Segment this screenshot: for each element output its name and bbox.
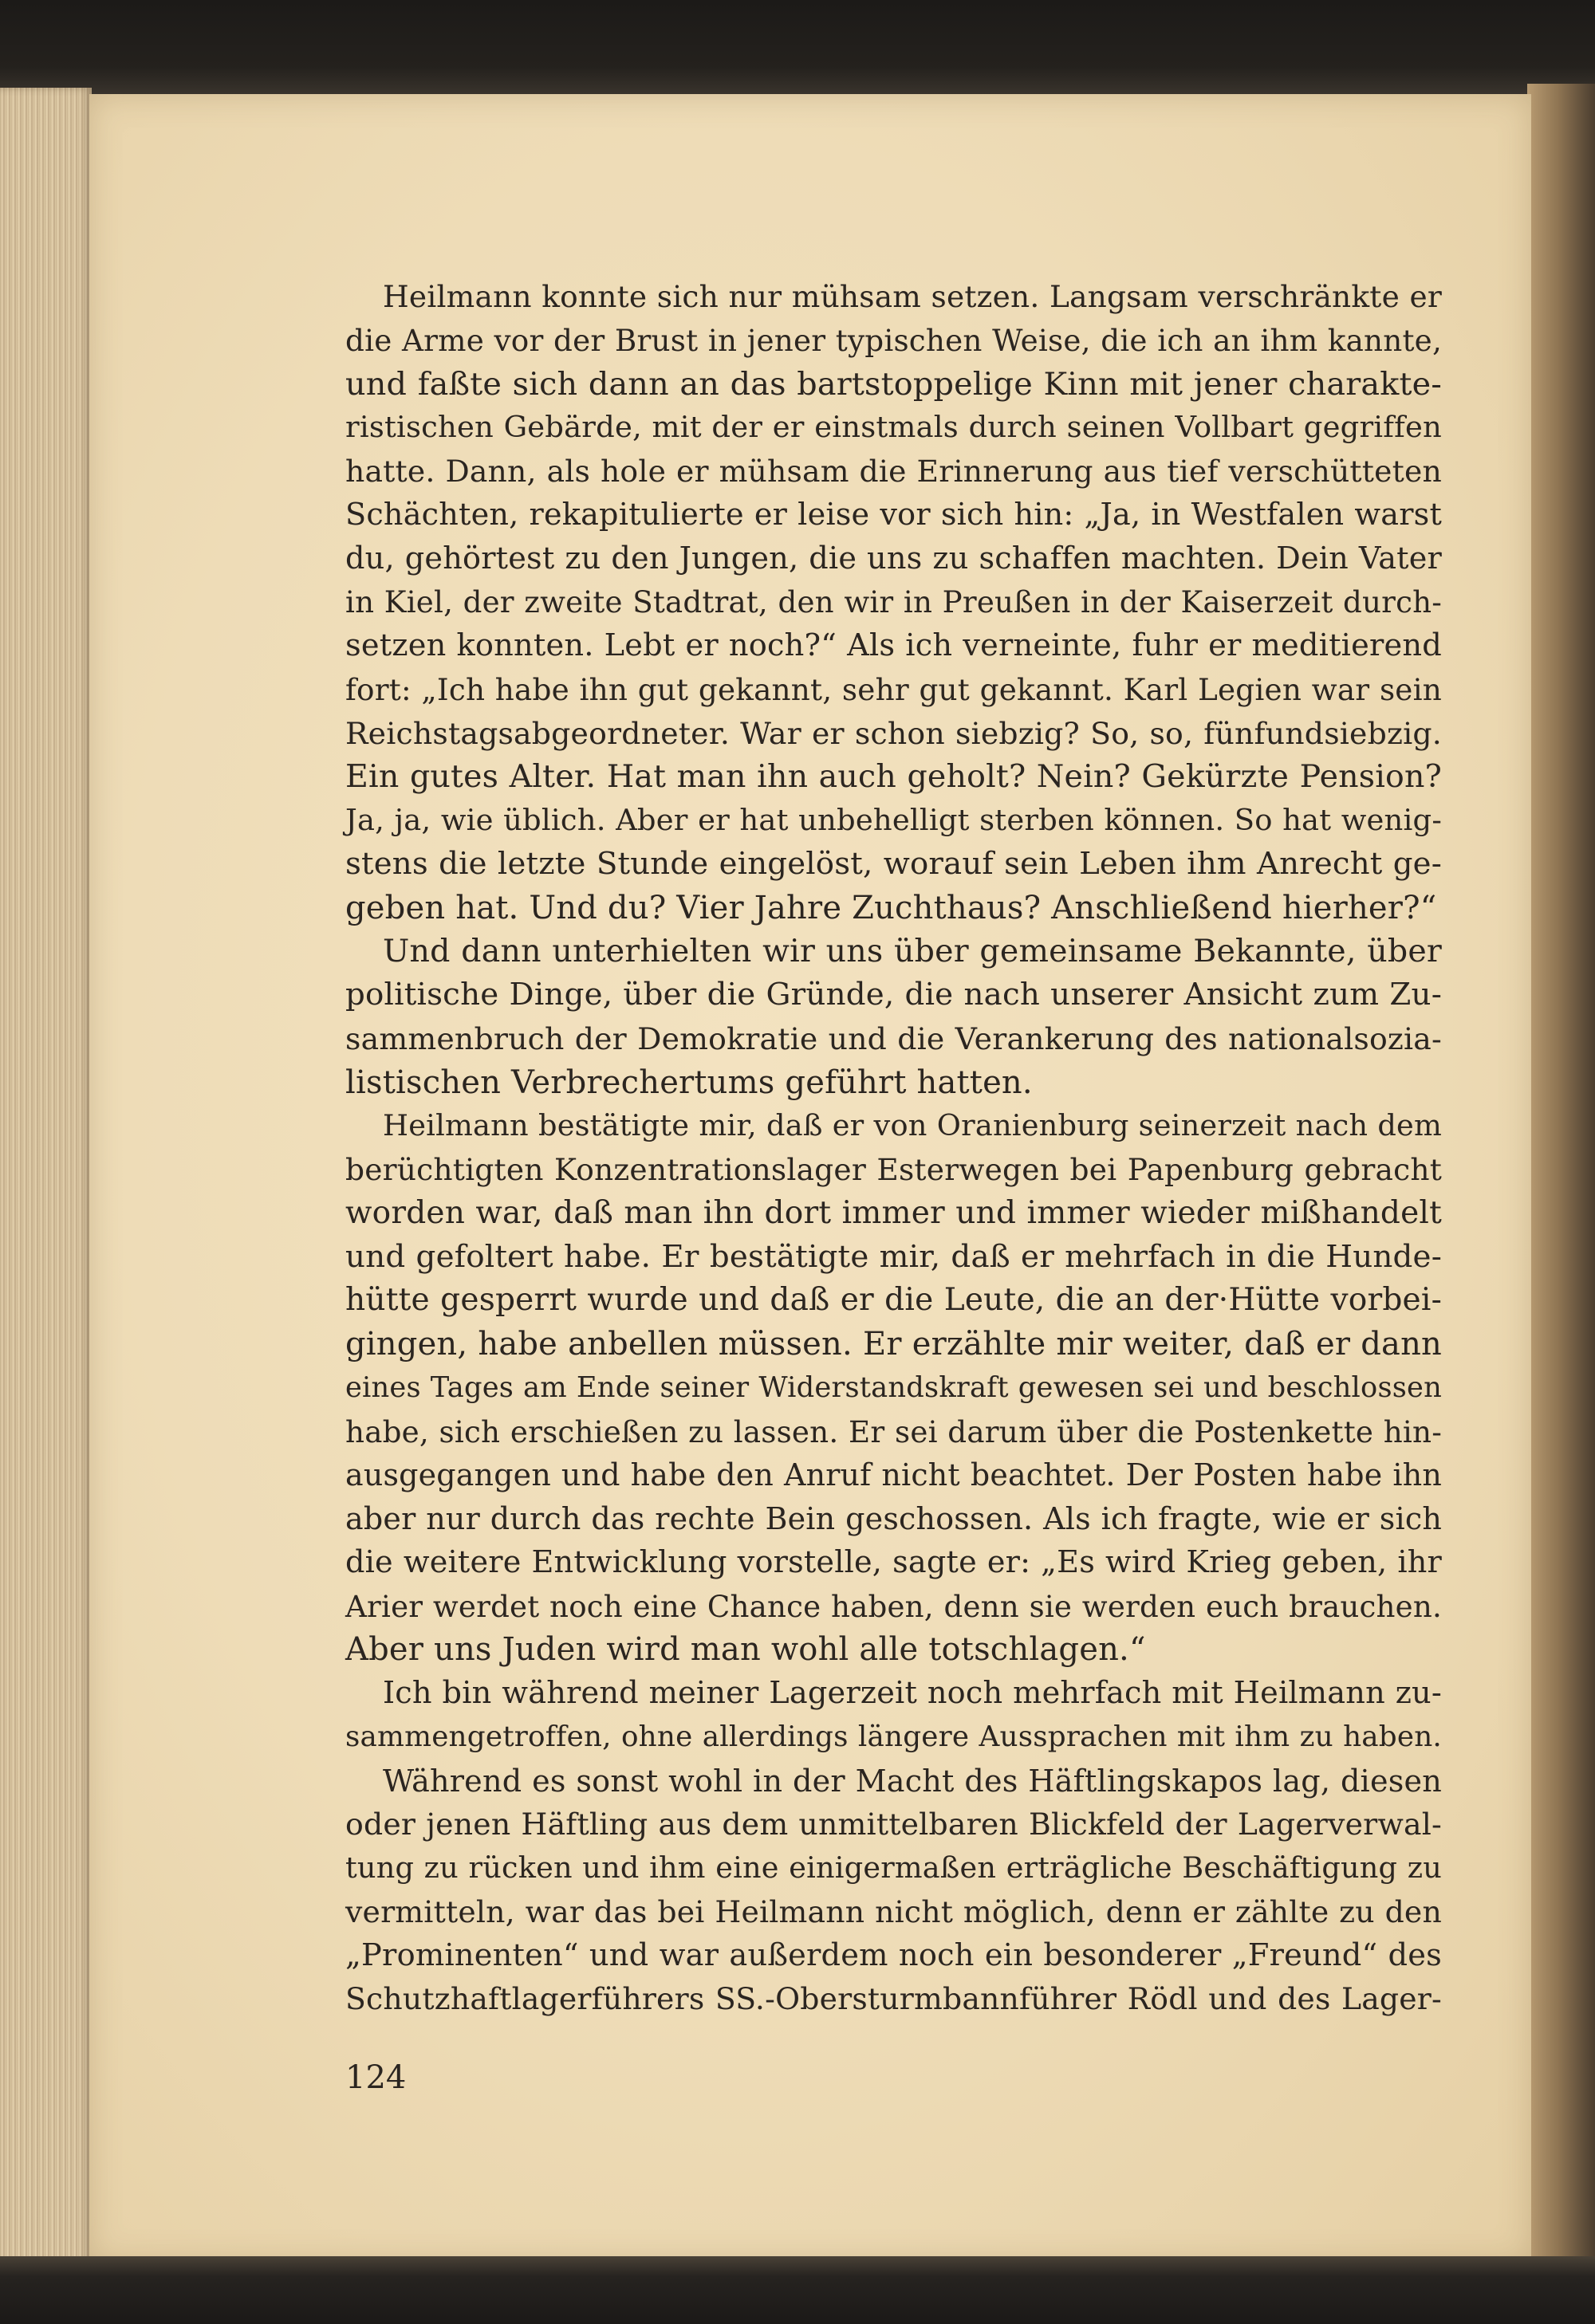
text-line: tung zu rücken und ihm eine einigermaßen erträgliche Beschäftigung zu xyxy=(345,1850,1442,1885)
text-line: geben hat. Und du? Vier Jahre Zuchthaus? Anschließend hierher?“ xyxy=(345,889,1437,926)
page-number: 124 xyxy=(345,2059,407,2096)
text-line: Ich bin während meiner Lagerzeit noch mehrfach mit Heilmann zu- xyxy=(383,1676,1442,1711)
text-line: Während es sonst wohl in der Macht des Häftlingskapos lag, diesen xyxy=(383,1763,1442,1799)
body-text xyxy=(345,275,1442,2021)
text-line: die Arme vor der Brust in jener typischen Weise, die ich an ihm kannte, xyxy=(345,322,1442,358)
text-line: listischen Verbrechertums geführt hatten. xyxy=(345,1064,1033,1101)
paragraph xyxy=(345,1104,1442,1672)
text-line: oder jenen Häftling aus dem unmittelbaren Blickfeld der Lagerverwal- xyxy=(345,1807,1442,1842)
text-line: Schächten, rekapitulierte er leise vor sich hin: „Ja, in Westfalen warst xyxy=(345,497,1442,533)
text-line: stens die letzte Stunde eingelöst, worauf sein Leben ihm Anrecht ge- xyxy=(345,845,1442,882)
text-line: berüchtigten Konzentrationslager Esterwegen bei Papenburg gebracht xyxy=(345,1152,1442,1187)
text-line: Arier werdet noch eine Chance haben, denn sie werden euch brauchen. xyxy=(345,1588,1442,1624)
text-line: „Prominenten“ und war außerdem noch ein besonderer „Freund“ des xyxy=(345,1937,1442,1973)
text-line: Ein gutes Alter. Hat man ihn auch geholt? Nein? Gekürzte Pension? xyxy=(345,758,1442,796)
text-line: Reichstagsabgeordneter. War er schon siebzig? So, so, fünfundsiebzig. xyxy=(345,715,1442,751)
text-line: Heilmann konnte sich nur mühsam setzen. Langsam verschränkte er xyxy=(383,279,1442,314)
text-line: und faßte sich dann an das bartstoppelige Kinn mit jener charakte- xyxy=(345,365,1442,403)
paragraph xyxy=(345,930,1442,1104)
text-line: in Kiel, der zweite Stadtrat, den wir in Preußen in der Kaiserzeit durch- xyxy=(345,584,1442,620)
text-line: eines Tages am Ende seiner Widerstandskraft gewesen sei und beschlossen xyxy=(345,1370,1442,1404)
text-line: habe, sich erschießen zu lassen. Er sei darum über die Postenkette hin- xyxy=(345,1414,1442,1449)
text-line: Aber uns Juden wird man wohl alle totschlagen.“ xyxy=(345,1631,1146,1669)
text-line: gingen, habe anbellen müssen. Er erzählte mir weiter, daß er dann xyxy=(345,1326,1442,1363)
text-line: vermitteln, war das bei Heilmann nicht möglich, denn er zählte zu den xyxy=(345,1893,1442,1929)
text-line: Heilmann bestätigte mir, daß er von Oranienburg seinerzeit nach dem xyxy=(383,1108,1442,1143)
text-line: die weitere Entwicklung vorstelle, sagte er: „Es wird Krieg geben, ihr xyxy=(345,1544,1442,1580)
page-stack-edge xyxy=(0,88,92,2272)
paragraph xyxy=(345,1672,1442,1760)
text-line: Schutzhaftlagerführers SS.-Obersturmbannführer Rödl und des Lager- xyxy=(345,1981,1442,2017)
scan-bottom-background xyxy=(0,2256,1595,2324)
text-line: politische Dinge, über die Gründe, die nach unserer Ansicht zum Zu- xyxy=(345,977,1442,1013)
text-line: Ja, ja, wie üblich. Aber er hat unbehelligt sterben können. So hat wenig- xyxy=(345,803,1442,837)
text-line: fort: „Ich habe ihn gut gekannt, sehr gut gekannt. Karl Legien war sein xyxy=(345,671,1442,707)
text-line: hatte. Dann, als hole er mühsam die Erinnerung aus tief verschütteten xyxy=(345,454,1442,489)
text-line: setzen konnten. Lebt er noch?“ Als ich verneinte, fuhr er meditierend xyxy=(345,627,1442,663)
text-line: hütte gesperrt wurde und daß er die Leute, die an der·Hütte vorbei- xyxy=(345,1282,1442,1319)
text-line: sammenbruch der Demokratie und die Verankerung des nationalsozia- xyxy=(345,1020,1442,1056)
text-line: du, gehörtest zu den Jungen, die uns zu schaffen machten. Dein Vater xyxy=(345,541,1442,576)
book-cover-edge xyxy=(1527,84,1595,2284)
scan-top-background xyxy=(0,0,1595,96)
text-line: ausgegangen und habe den Anruf nicht beachtet. Der Posten habe ihn xyxy=(345,1457,1442,1493)
paragraph xyxy=(345,275,1442,930)
text-line: ristischen Gebärde, mit der er einstmals durch seinen Vollbart gegriffen xyxy=(345,410,1442,445)
text-line: worden war, daß man ihn dort immer und immer wieder mißhandelt xyxy=(345,1194,1442,1231)
text-line: sammengetroffen, ohne allerdings längere Aussprachen mit ihm zu haben. xyxy=(345,1720,1442,1753)
text-line: und gefoltert habe. Er bestätigte mir, daß er mehrfach in die Hunde- xyxy=(345,1238,1442,1275)
text-line: aber nur durch das rechte Bein geschossen. Als ich fragte, wie er sich xyxy=(345,1501,1442,1536)
text-line: Und dann unterhielten wir uns über gemeinsame Bekannte, über xyxy=(383,933,1442,970)
paragraph xyxy=(345,1760,1442,2022)
